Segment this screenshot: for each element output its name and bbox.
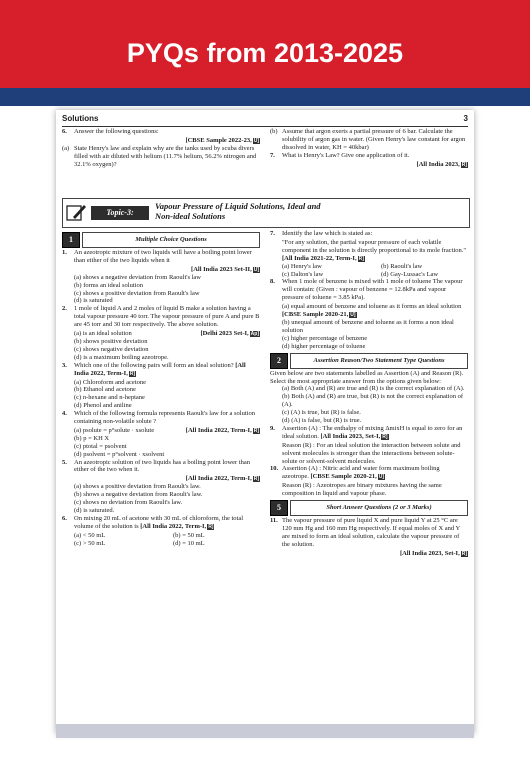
topic-header xyxy=(62,198,470,228)
book-page xyxy=(56,110,474,734)
mcq-6-options-row2 xyxy=(62,540,260,548)
mcq-4: 4. Which of the following formula represents Raoult's law for a solution containing non-volatile solute ? xyxy=(62,410,255,426)
section-mcq: 1 Multiple Choice Questions xyxy=(62,232,260,246)
mcq-6-d: (d) = 10 mL xyxy=(173,539,205,547)
mcq-2-d: (d) is a maximum boiling azeotrope. xyxy=(74,353,169,361)
right-top-block xyxy=(270,128,468,169)
page-footer-band xyxy=(56,724,474,738)
mcq-1-c: (c) shows a positive deviation from Raoult's law xyxy=(74,289,200,297)
mcq-5-c: (c) shows no deviation from Raoult's law. xyxy=(74,499,183,507)
question-6-ref: [CBSE Sample 2022-23, U] xyxy=(185,136,259,144)
question-6b: (b) Assume that argon exerts a partial pressure of 6 bar. Calculate the solubility of argon gas in water. (Given Henry's law constant for argon dissolved in water, KH = 40kbar) xyxy=(270,128,466,151)
mcq-4-d: (d) psolvent = p°solvent · xsolvent xyxy=(74,450,165,458)
mcq-3-d: (d) Phenol and aniline xyxy=(74,402,132,410)
mcq-5-b: (b) shows a negative deviation from Raoult's law. xyxy=(74,491,203,499)
topic-label: Topic-3: xyxy=(91,206,149,220)
question-6a: (a) State Henry's law and explain why are the tanks used by scuba divers filled with air diluted with helium (11.7% helium, 56.2% nitrogen and 32.1% oxygen)? xyxy=(62,144,257,168)
topic-title: Vapour Pressure of Liquid Solutions, Ideal and Non-ideal Solutions xyxy=(155,201,321,221)
ar-option-b: (b) Both (A) and (R) are true, but (R) is not the correct explanation of (A). xyxy=(282,393,464,409)
mcq-1: 1. An azeotropic mixture of two liquids will have a boiling point lower than either of the two liquids when it xyxy=(62,249,252,264)
ar-option-c: (c) (A) is true, but (R) is false. xyxy=(282,409,361,417)
question-10-reason: Reason (R) : Azeotropes are binary mixtures having the same composition in liquid and vapour phase. xyxy=(282,482,442,498)
question-7-options-row2: (c) Dalton's law (d) Gay-Lussac's Law xyxy=(282,270,439,278)
question-7-henry: 7. What is Henry's Law? Give one application of it. xyxy=(270,151,410,159)
right-column xyxy=(270,230,468,558)
left-top-block xyxy=(62,128,260,169)
section-short-answer: 5 Short Answer Questions (2 or 3 Marks) xyxy=(270,500,468,514)
mcq-6-b: (b) = 50 mL xyxy=(173,531,205,539)
question-7-options-row1: (a) Henry's law (b) Raoult's law xyxy=(282,262,423,270)
mcq-6-c: (c) > 50 mL xyxy=(74,539,106,547)
mcq-1-a: (a) shows a negative deviation from Raoult's law xyxy=(74,273,201,281)
assertion-intro: Given below are two statements labelled as Assertion (A) and Reason (R). Select the most appropriate answer from the options given below: xyxy=(270,369,464,385)
question-8-d: (d) higher percentage of toluene xyxy=(282,342,366,350)
question-7-law: 7. Identify the law which is stated as: xyxy=(270,230,373,237)
mcq-2-a: (a) is an ideal solution [Delhi 2023 Set-I, Ap] xyxy=(74,330,259,338)
question-6: 6. Answer the following questions: xyxy=(62,128,159,135)
mcq-3-b: (b) Ethanol and acetone xyxy=(74,386,136,394)
mcq-5-d: (d) is saturated. xyxy=(74,507,115,514)
mcq-6-a: (a) < 50 mL xyxy=(74,531,106,539)
question-8-a: (a) equal amount of benzene and toluene as it forms an ideal solution [CBSE Sample 2020-21, U] xyxy=(282,303,462,319)
mcq-2-c: (c) shows negative deviation xyxy=(74,345,149,353)
question-8-b: (b) unequal amount of benzene and toluene as it forms a non ideal solution xyxy=(282,318,454,334)
mcq-3-a: (a) Chloroform and acetone xyxy=(74,378,147,386)
section-assertion-reason: 2 Assertion Reason/Two Statement Type Questions xyxy=(270,353,468,367)
header-stripe xyxy=(0,88,530,106)
mcq-5-a: (a) shows a positive deviation from Raoult's law. xyxy=(74,483,201,491)
question-10: 10. Assertion (A) : Nitric acid and water form maximum boiling azeotrope. [CBSE Sample 2020-21, U] xyxy=(270,465,440,481)
mcq-1-ref: [All India 2023 Set-II, U] xyxy=(191,265,259,273)
mcq-4-b: (b) p = KH X xyxy=(74,434,110,442)
question-9: 9. Assertion (A) : The enthalpy of mixing ΔmixH is equal to zero for an ideal solution. [All India 2023, Set-I, R] xyxy=(270,424,463,440)
section-name: Solutions xyxy=(62,114,99,123)
mcq-5: 5. An azeotropic solution of two liquids has a boiling point lower than either of the two when it. xyxy=(62,458,251,474)
question-8-c: (c) higher percentage of benzene xyxy=(282,334,368,342)
mcq-4-c: (c) ptotal = psolvent xyxy=(74,442,127,450)
question-8: 8. When 1 mole of benzene is mixed with 1 mole of toluene The vapour will contain: (Given : vapour of benzene = 12.8kPa and vapour pressure of toluene = 3.85 kPa). xyxy=(270,278,463,302)
mcq-3: 3. Which one of the following pairs will form an ideal solution? [All India 2022, Term-I, R] xyxy=(62,361,246,377)
mcq-3-c: (c) n-hexane and n-heptane xyxy=(74,394,145,402)
pencil-icon xyxy=(65,202,87,224)
mcq-4-a: (a) psolute = p°solute · xsolute [All India 2022, Term-I, R] xyxy=(74,426,259,434)
running-header xyxy=(62,114,468,127)
header-banner xyxy=(0,0,530,88)
question-11: 11. The vapour pressure of pure liquid X and pure liquid Y at 25 °C are 120 mm Hg and 160 mm Hg respectively. If equal moles of X and Y are mixed to form an ideal solution, calculate the vapour pressure of the solution. xyxy=(270,517,460,548)
question-7-ref: [All India 2023, R] xyxy=(416,160,467,168)
mcq-1-d: (d) is saturated xyxy=(74,297,113,305)
question-11-ref: [All India 2023, Set-I, R] xyxy=(399,549,467,557)
mcq-2: 2. 1 mole of liquid A and 2 moles of liquid B make a solution having a total vapour pressure 40 torr. The vapour pressure of pure A and pure B are 45 torr and 30 torr respectively. The above solution. xyxy=(62,305,260,329)
ar-option-a: (a) Both (A) and (R) are true and (R) is the correct explanation of (A). xyxy=(282,385,465,393)
mcq-5-ref: [All India 2022, Term-I, R] xyxy=(185,475,259,483)
left-column xyxy=(62,230,260,548)
ar-option-d: (d) (A) is false, but (R) is true. xyxy=(282,417,362,425)
mcq-1-b: (b) forms an ideal solution xyxy=(74,281,143,289)
mcq-6-options-row1 xyxy=(62,532,260,540)
mcq-6: 6. On mixing 20 mL of acetone with 30 mL of chloroform, the total volume of the solution is [All India 2022, Term-I, R] xyxy=(62,514,244,530)
question-7-quote: "For any solution, the partial vapour pressure of each volatile component in the solution is directly proportional to its mole fraction." [All India 2021-22, Term-I, R] xyxy=(282,238,467,262)
page-number: 3 xyxy=(463,114,468,123)
mcq-2-b: (b) shows positive deviation xyxy=(74,337,148,345)
banner-title: PYQs from 2013-2025 xyxy=(126,38,404,68)
question-9-reason: Reason (R) : For an ideal solution the interaction between solute and solvent molecules is stronger than the interactions between solute-solute or solvent-solvent molecules. xyxy=(282,441,461,465)
